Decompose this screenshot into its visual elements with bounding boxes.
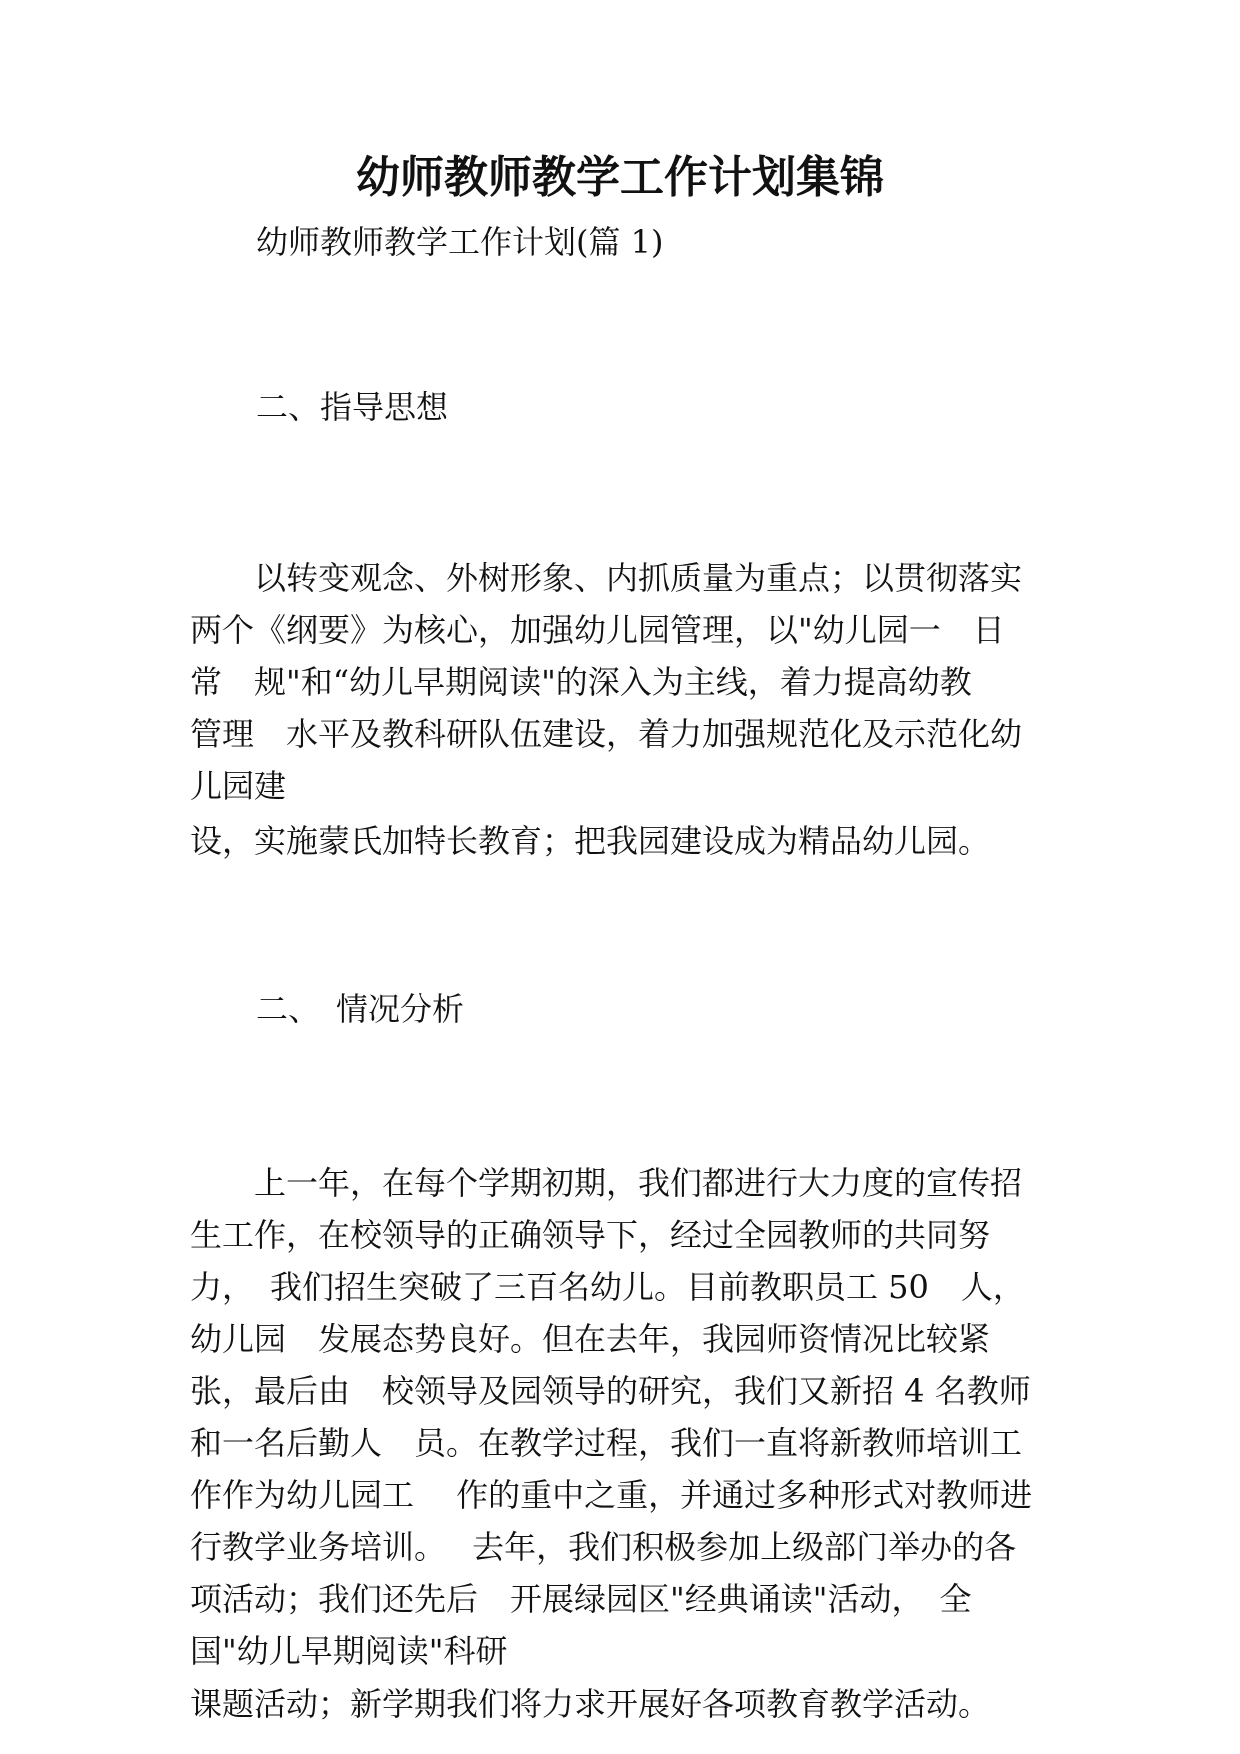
paragraph-line: 生工作，在校领导的正确领导下，经过全园教师的共同努 — [190, 1216, 991, 1254]
paragraph-line: 张，最后由 校领导及园领导的研究，我们又新招 4 名教师 — [190, 1372, 1031, 1410]
paragraph-line: 管理 水平及教科研队伍建设，着力加强规范化及示范化幼 — [190, 715, 1023, 753]
document-title: 幼师教师教学工作计划集锦 — [356, 152, 884, 203]
paragraph-line: 儿园建 — [190, 767, 287, 805]
paragraph-line: 上一年，在每个学期初期，我们都进行大力度的宣传招 — [190, 1164, 1023, 1202]
paragraph-situation-analysis — [190, 1157, 1060, 1677]
paragraph-line: 项活动；我们还先后 开展绿园区"经典诵读"活动， 全 — [190, 1580, 972, 1618]
section-heading-situation-analysis: 二、 情况分析 — [256, 990, 465, 1028]
paragraph-tail-situation-analysis: 课题活动；新学期我们将力求开展好各项教育教学活动。 — [190, 1685, 991, 1723]
paragraph-line: 行教学业务培训。 去年，我们积极参加上级部门举办的各 — [190, 1528, 1017, 1566]
paragraph-guiding-thought — [190, 552, 1060, 812]
paragraph-tail-guiding-thought: 设，实施蒙氏加特长教育；把我园建设成为精品幼儿园。 — [190, 822, 991, 860]
paragraph-line: 常 规"和“幼儿早期阅读"的深入为主线，着力提高幼教 — [190, 663, 972, 701]
section-heading-guiding-thought: 二、指导思想 — [256, 388, 449, 426]
paragraph-line: 国"幼儿早期阅读"科研 — [190, 1632, 508, 1670]
paragraph-line: 和一名后勤人 员。在教学过程，我们一直将新教师培训工 — [190, 1424, 1023, 1462]
paragraph-line: 以转变观念、外树形象、内抓质量为重点；以贯彻落实 — [190, 559, 1023, 597]
paragraph-line: 幼儿园 发展态势良好。但在去年，我园师资情况比较紧 — [190, 1320, 991, 1358]
document-subtitle: 幼师教师教学工作计划(篇 1) — [256, 223, 664, 261]
paragraph-line: 力， 我们招生突破了三百名幼儿。目前教职员工 50 人， — [190, 1268, 1025, 1306]
paragraph-line: 两个《纲要》为核心，加强幼儿园管理，以"幼儿园一 日 — [190, 611, 1005, 649]
paragraph-line: 作作为幼儿园工 作的重中之重，并通过多种形式对教师进 — [190, 1476, 1033, 1514]
